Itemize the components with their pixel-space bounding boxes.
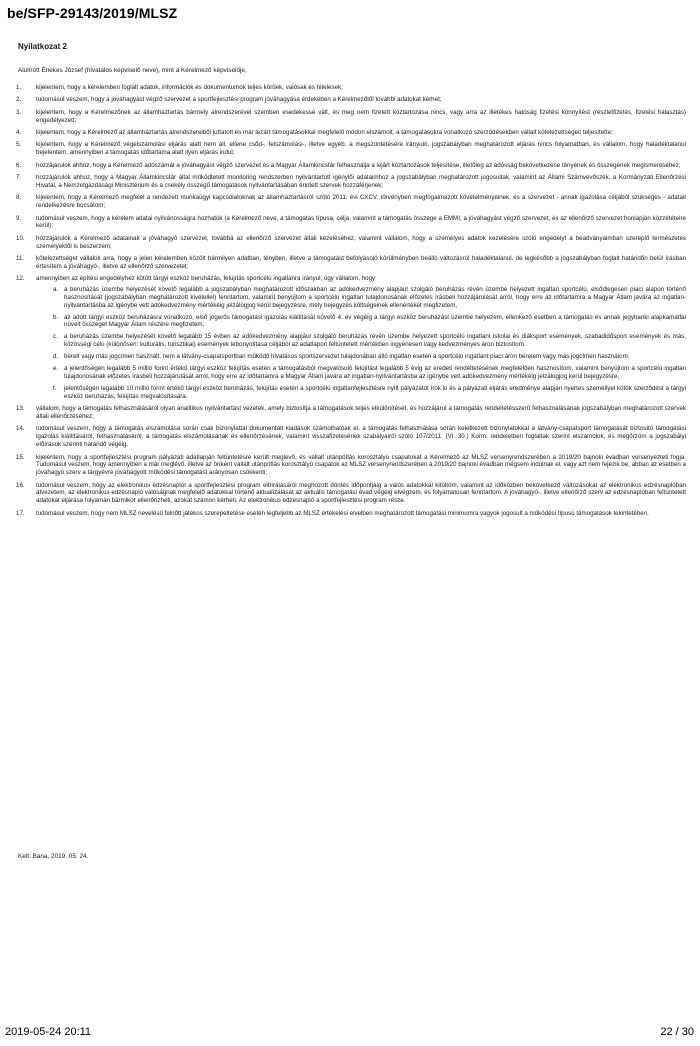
item-number: 1.: [16, 84, 22, 91]
declaration-item: [14, 275, 686, 401]
item-text: tudomásul veszem, hogy a kérelem adatai nyilvánosságra hozhatók (a Kérelmező neve, a támogatás típusa, célja, valamint a támogatás összege a EMMI, a jóváhagyást végző szervezet, és az ellenőrző szervezet honlapján közzétételre kerül);: [36, 214, 686, 230]
item-text: tudomásul veszem, hogy az elektronikus edzésnaplót a sportfejlesztési program elbírálásáról meghozott döntés időpontjáig a valós adatokkal kitöltöm, valamint az időközben bekövetkező változásokat az elektronikus edzésnaplóban átvezetem, az elektronikus edzésnapló valóságnak megfelelő adatokkal történő aktualizálását az aktuális támogatási évad végéig elvégzem, és folyamatosan fenntartom. A jóváhagyó-, illetve ellenőrző szerv az edzésnaplóban feltüntetett adatokat eljárása folyamán bármikor ellenőrizheti, azokat számon kérheti. Az elektronikus edzésnapló a sportfejlesztési program része.: [36, 481, 686, 505]
sub-item-letter: a.: [53, 285, 59, 293]
declaration-item: [14, 235, 686, 251]
declaration-item: [14, 482, 686, 505]
item-number: 12.: [16, 275, 25, 283]
declaration-intro: Alulírott Énekes József (hivatalos képviselő neve), mint a Kérelmező képviselője,: [18, 67, 247, 74]
declaration-item: [14, 162, 686, 170]
item-text: tudomásul veszem, hogy a támogatás elszámolása során csak bizonylattal dokumentált kiadások számolhatóak el, a támogatás felhasználása során keletkezett bizonylatokkal a látvány-csapatsport támogatását biztosító támogatási igazolás kiállításáról, felhasználásáról, a támogatás elszámolásának és ellenőrzésének, valamint visszafizetésének szabályairól szóló 107/2011. (VI. 30.) Korm. rendeletben foglaltak szerint elszámolok, és megőrzöm a jogszabályi előírások szerinti határidő végéig.: [36, 425, 686, 449]
declaration-item: [14, 454, 686, 477]
declaration-item: [14, 174, 686, 190]
declaration-item: [14, 405, 686, 421]
item-number: 2.: [16, 96, 22, 104]
item-number: 8.: [16, 194, 22, 202]
declaration-item: [14, 84, 686, 92]
item-number: 11.: [16, 254, 25, 262]
sub-item-letter: b.: [53, 313, 59, 321]
sub-item: [36, 353, 686, 361]
document-reference: be/SFP-29143/2019/MLSZ: [7, 5, 178, 21]
item-number: 5.: [16, 141, 22, 149]
declaration-item: [14, 109, 686, 125]
item-text: kijelentem, hogy a kérelemben foglalt adatok, információk és dokumentumok teljes körűek, valósak és hitelesek;: [36, 84, 343, 91]
item-text: kijelentem, hogy a Kérelmező az államháztartás alrendszereiből juttatott és már lezárt támogatásokkal megfelelő módon elszámolt, a támogatásokra vonatkozó szerződésekben vállalt kötelezettségeit teljesítette;: [36, 129, 613, 137]
declaration-page: [14, 35, 686, 995]
sub-item: [36, 333, 686, 349]
sub-item: [36, 385, 686, 401]
declaration-title: Nyilatkozat 2: [18, 42, 67, 51]
item-text: kijelentem, hogy a Kérelmezőnek az államháztartás bármely alrendszerével szemben esedékessé vált, és meg nem fizetett köztartozása nincs, vagy arra az illetékes hatóság fizetési könnyítést (részletfizetés, fizetési halasztás) engedélyezett;: [36, 108, 686, 124]
sub-item-letter: c.: [53, 333, 58, 341]
sub-item: [36, 365, 686, 381]
declaration-item: [14, 194, 686, 210]
sub-item-text: bérelt vagy más jogcímen használt, nem a látvány-csapatsportban működő hivatásos sportszervezet tulajdonában álló ingatlan esetén a sportcélú ingatlant piaci áron bérelem vagy más jogcímen használom.: [64, 353, 630, 361]
sub-item-text: a beruházás üzembe helyezését követő legalább a jogszabályban meghatározott időszakban az adókedvezmény alapjául szolgáló beruházás révén üzembe helyezett ingatlan sportcélú, elsődlegesen piaci alapon történő hasznosítását (jogszabályban meghatározott kivétellel) fenntartom, valamint benyújtom a sportcélú ingatlan tulajdonosának előzetes írásbeli hozzájárulását arról, hogy erre az időtartamra a Magyar Állam javára az ingatlan-nyilvántartásba az igénybe vett adókedvezmény mértékéig jelzálogjog kerül bejegyzésre, mely bejegyzés költségeinek ellenértékét megfizetem,: [64, 285, 686, 309]
item-number: 10.: [16, 234, 25, 242]
item-number: 4.: [16, 129, 22, 137]
item-number: 3.: [16, 108, 22, 116]
item-text: hozzájárulok ahhoz, hogy a Magyar Államkincstár által működtetett monitoring rendszerben nyilvántartott igénylői adataimhoz a jogszabályban meghatározott jogosultak, valamint az Állami Számvevőszék, a Kormányzati Ellenőrzési Hivatal, a Nemzetgazdasági Minisztérium és a csekély összegű támogatások nyilvántartásában érintett szervek hozzáférjenek;: [36, 174, 686, 189]
declaration-item: [14, 129, 686, 137]
sub-item-text: a jelentőségén legalább 5 millió forint értékű tárgyi eszköz felújítás esetén a támogatásból megvalósuló felújítást legalább 5 évig az eredeti rendeltetésének megfelelően hasznosítom, valamint benyújtom a sportcélú ingatlan tulajdonosának előzetes írásbeli hozzájárulását arról, hogy erre az időtartamra a Magyar Állam javára az ingatlan-nyilvántartásba az igénybe vett adókedvezmény mértékéig jelzálogjog kerül bejegyzésre,: [64, 365, 686, 381]
declaration-item: [14, 96, 686, 104]
item-number: 17.: [16, 509, 25, 517]
sub-item: [36, 314, 686, 330]
declaration-item: [14, 510, 686, 518]
item-number: 13.: [16, 405, 25, 413]
item-text: amennyiben az építési engedélyhez kötött tárgyi eszköz beruházás, felújítás sportcélú ingatlanra irányul, úgy vállalom, hogy: [36, 275, 376, 283]
item-number: 15.: [16, 453, 25, 461]
declaration-items: [14, 84, 686, 522]
item-number: 16.: [16, 481, 25, 489]
footer-page-number: 22 / 30: [660, 1026, 694, 1038]
item-text: kötelezettséget vállalok arra, hogy a jelen kérelemben közölt bármilyen adatban, tényben, illetve a támogatást befolyásoló körülményben beálló változásról haladéktalanul, de legkésőbb a jogszabályban foglalt határidőn belül írásban értesítem a jóváhagyó-, illetve az ellenőrző szervezetet;: [36, 254, 686, 270]
item-number: 9.: [16, 214, 22, 222]
item-number: 14.: [16, 425, 25, 433]
item-text: tudomásul veszem, hogy a jóváhagyást végző szervezet a sportfejlesztési program jóváhagyása érdekében a Kérelmezőtől további adatokat kérhet;: [36, 96, 442, 104]
item-text: vállalom, hogy a támogatás felhasználásáról olyan analitikus nyilvántartást vezetek, amely biztosítja a támogatások teljes elkülönítését, és hozzájárul a támogatás rendeltetésszerű felhasználásának jogszabályban meghatározott szervek általi ellenőrzéséhez;: [36, 405, 686, 421]
sub-item-letter: f.: [53, 385, 57, 393]
item-number: 6.: [16, 161, 22, 169]
signature-place-date: Kelt: Bana, 2019. 05. 24.: [18, 853, 89, 860]
declaration-item: [14, 425, 686, 448]
item-text: kijelentem, hogy a Kérelmező végelszámolási eljárás alatt nem áll, ellene csőd-, felszámolási-, illetve egyéb, a megszüntetésére irányuló, jogszabályban meghatározott eljárás nincs folyamatban, és vállalom, hogy haladéktalanul bejelentem, amennyiben a támogatás időtartama alatt ilyen eljárás indul;: [36, 141, 686, 157]
declaration-item: [14, 215, 686, 231]
item-text: hozzájárulok a Kérelmező adatainak a jóváhagyó szervezet, továbbá az ellenőrző szervezet általi kezeléséhez, valamint vállalom, hogy a személyes adatok kezelésére szóló engedélyt a beadványaimban szereplő természetes személyektől is beszerzem;: [36, 234, 686, 250]
item-number: 7.: [16, 174, 22, 182]
sub-item-text: jelentőségén legalább 10 millió forint értékű tárgyi eszköz beruházás, felújítás esetén a sportcélú ingatlanfejlesztésre nyílt pályázatot írok ki és a pályázati eljárás eredménye alapján nyertes személlyel kötök szerződést a tárgyi eszköz beruházás, felújítás megvalósítására.: [64, 385, 686, 400]
item-text: kijelentem, hogy a sportfejlesztési program pályázati adatlapján feltüntetésre került meglevő, és vállalt utánpótlás korosztályú csapatokat a Kérelmező az MLSZ versenyrendszerében a 2019/20 bajnoki évadban versenyezteti fogja. Tudomásul veszem, hogy amennyiben a már meglévő, illetve az önként vállalt utánpótlás korosztályú csapatok az MLSZ versenyrendszerében a 2019/20 bajnoki évadban mégsem indulnak el, vagy azt nem fejezik be, abban az esetben a jóváhagyó szerv a tárgyévre jóváhagyott működési támogatást arányosan csökkenti;: [36, 453, 686, 477]
item-text: hozzájárulok ahhoz, hogy a Kérelmező adószámát a jóváhagyást végző szervezet és a Magyar Államkincstár felhasználja a lejárt köztartozások teljesítése, illetőleg az adósság bekövetkezése tényének és összegének megismeréséhez;: [36, 161, 681, 169]
sub-item-letter: d.: [53, 353, 59, 361]
sub-item-text: az adott tárgyi eszköz beruházásra vonatkozó, első jogerős támogatási igazolás kiállítását követő 4. év végéig a tárgyi eszköz beruházást üzembe helyezem, ellenkező esetben a támogatás és annak jegybanki alapkamattal növelt összegét Magyar Állam részére megfizetem,: [64, 313, 686, 329]
footer-datetime: 2019-05-24 20:11: [5, 1026, 92, 1038]
item-text: kijelentem, hogy a Kérelmező megfelel a rendezett munkaügyi kapcsolatoknak az államháztartásról szóló 2011. évi CXCV. törvényben megfogalmazott követelményeinek, és a szervezet - annak igazolása céljából szükséges - adatait rendelkezésre bocsátom;: [36, 194, 686, 210]
sub-item-letter: e.: [53, 365, 59, 373]
sub-item-text: a beruházás üzembe helyezését követő legalább 15 évben az adókedvezmény alapjául szolgáló beruházás révén üzembe helyezett sportcélú ingatlant iskolai és diáksport események, szabadidősport események és más, közösségi célú (különösen: kulturális, turisztikai) események lebonyolítása céljából az adatlapon feltüntetett mértékben ingyenesen vagy kedvezményes áron biztosítom.: [64, 333, 686, 349]
declaration-item: [14, 141, 686, 157]
declaration-item: [14, 255, 686, 271]
sub-item: [36, 286, 686, 309]
item-text: tudomásul veszem, hogy nem MLSZ nevelésű felnőtt játékos szerepeltetése esetén legfeljebb az MLSZ értékelési elvelben meghatározott támogatási minimumra vagyok jogosult a működési típusú támogatások tekintetében.: [36, 509, 649, 517]
sub-item-list: [36, 286, 686, 401]
